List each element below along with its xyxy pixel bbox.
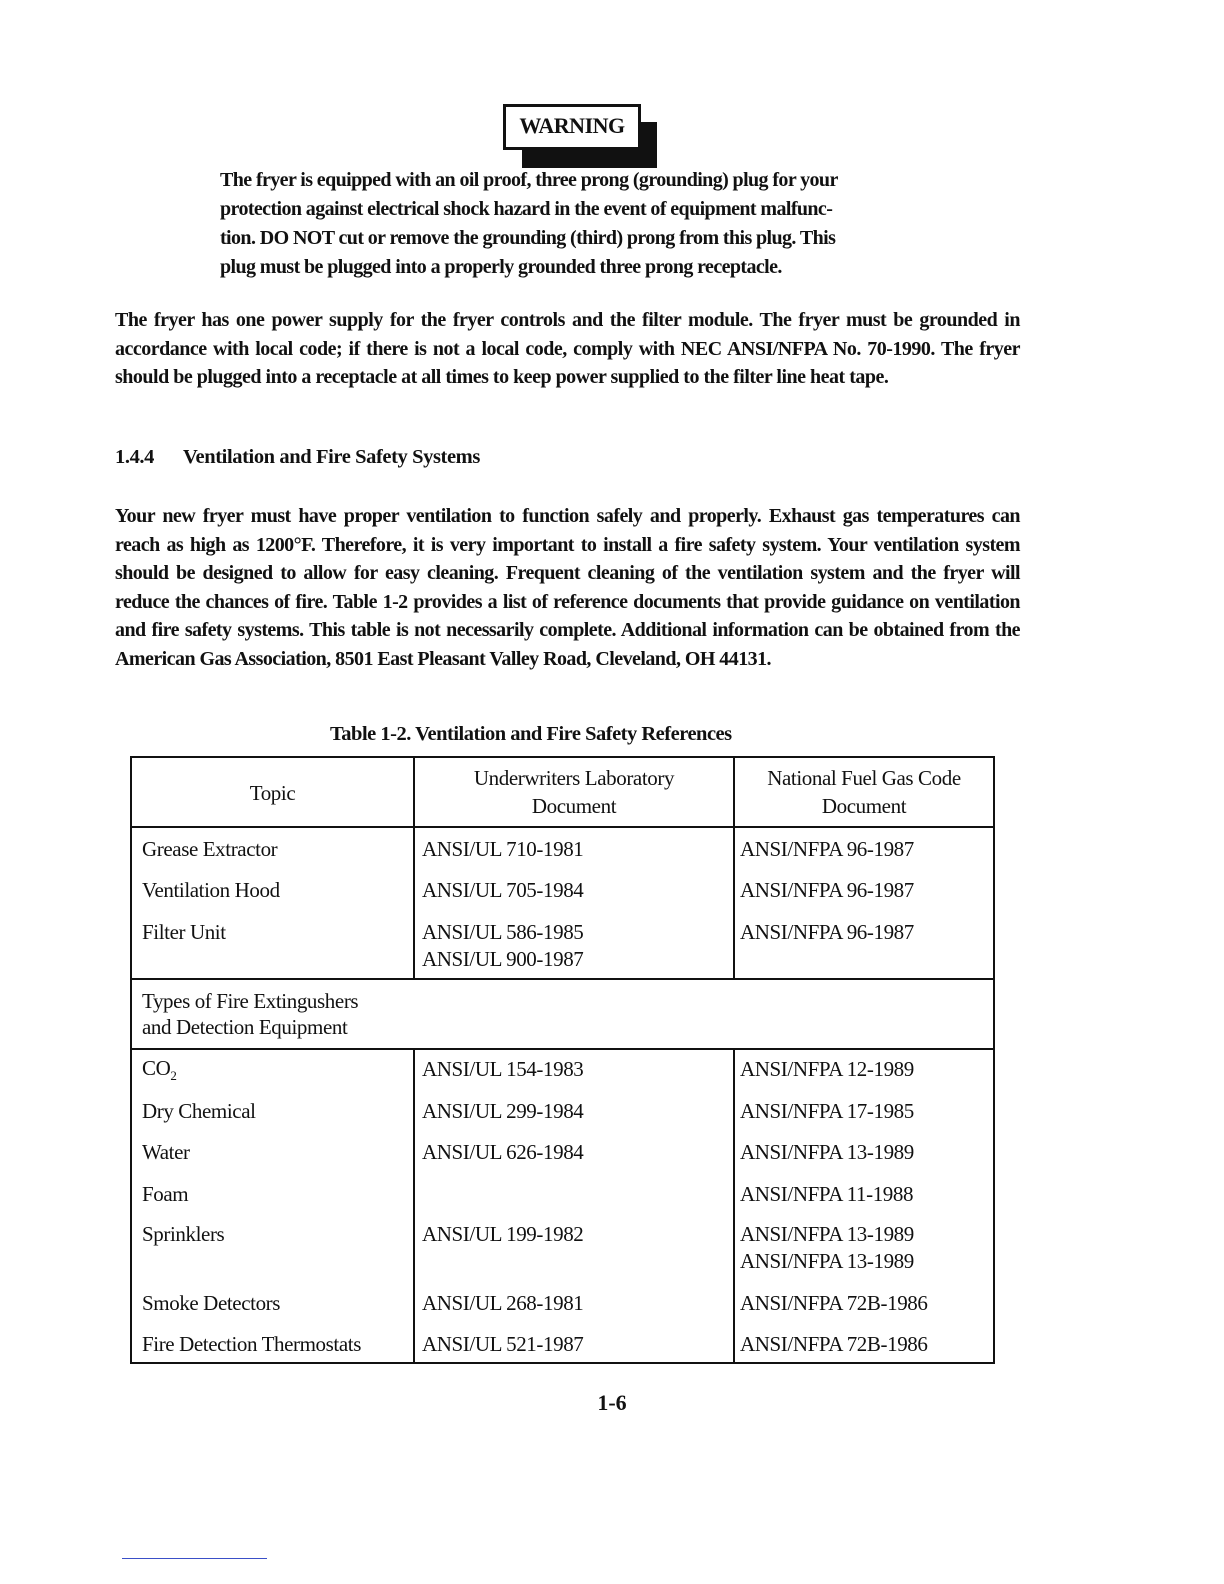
topic-cell: Water	[142, 1140, 190, 1164]
topic-cell: Foam	[142, 1182, 189, 1206]
topic-cell: Sprinklers	[142, 1222, 225, 1246]
extinguisher-header	[142, 988, 358, 1040]
nfgc-cell: ANSI/NFPA 72B-1986	[740, 1332, 928, 1356]
warning-text	[220, 166, 920, 282]
nfgc-cell: ANSI/NFPA 13-1989	[740, 1140, 914, 1164]
nfgc-cell: ANSI/NFPA 72B-1986	[740, 1291, 928, 1315]
header-ul-line: Document	[531, 794, 617, 818]
warning-label: WARNING	[503, 104, 641, 150]
table-divider	[413, 1048, 415, 1364]
nfgc-cell: ANSI/NFPA 13-1989	[740, 1249, 914, 1273]
ul-cell: ANSI/UL 154-1983	[422, 1057, 584, 1081]
ul-cell: ANSI/UL 268-1981	[422, 1291, 584, 1315]
topic-cell: Filter Unit	[142, 920, 226, 944]
topic-cell	[142, 1055, 176, 1089]
power-supply-paragraph: The fryer has one power supply for the fryer controls and the filter module. The fryer must be grounded in accordance with local code; if there is not a local code, comply with NEC ANSI/NFPA No. 70-1990. The fryer should be plugged into a receptacle at all times to keep power supplied to the filter line heat tape.	[115, 309, 1020, 388]
references-table	[130, 756, 995, 1364]
table-divider	[132, 826, 993, 828]
topic-cell: Grease Extractor	[142, 837, 278, 861]
ul-cell: ANSI/UL 705-1984	[422, 878, 584, 902]
warning-line: protection against electrical shock hazard in the event of equipment malfunc-	[220, 198, 833, 220]
header-ul	[415, 764, 733, 820]
warning-line: The fryer is equipped with an oil proof, three prong (grounding) plug for your	[220, 169, 838, 191]
page-number: 1-6	[597, 1390, 627, 1415]
nfgc-cell: ANSI/NFPA 96-1987	[740, 837, 914, 861]
ul-cell: ANSI/UL 900-1987	[422, 947, 584, 971]
header-nfgc-line: National Fuel Gas Code	[767, 766, 961, 790]
extinguisher-header-line: Types of Fire Extingushers	[142, 989, 359, 1013]
co2-label: CO	[142, 1056, 171, 1080]
extinguisher-header-line: and Detection Equipment	[142, 1015, 348, 1039]
warning-line: tion. DO NOT cut or remove the grounding (third) prong from this plug. This	[220, 227, 836, 249]
table-divider	[733, 1048, 735, 1364]
table-divider	[132, 1048, 993, 1050]
table-divider	[132, 978, 993, 980]
section-title: Ventilation and Fire Safety Systems	[183, 446, 480, 468]
ul-cell: ANSI/UL 299-1984	[422, 1099, 584, 1123]
topic-cell: Fire Detection Thermostats	[142, 1332, 361, 1356]
ul-cell: ANSI/UL 199-1982	[422, 1222, 584, 1246]
ul-cell: ANSI/UL 521-1987	[422, 1332, 584, 1356]
warning-line: plug must be plugged into a properly grounded three prong receptacle.	[220, 256, 782, 278]
header-topic: Topic	[249, 781, 296, 805]
nfgc-cell: ANSI/NFPA 96-1987	[740, 920, 914, 944]
section-heading	[115, 446, 480, 469]
header-ul-line: Underwriters Laboratory	[473, 766, 675, 790]
co2-subscript: 2	[170, 1068, 177, 1083]
ul-cell: ANSI/UL 710-1981	[422, 837, 584, 861]
nfgc-cell: ANSI/NFPA 96-1987	[740, 878, 914, 902]
ul-cell: ANSI/UL 586-1985	[422, 920, 584, 944]
nfgc-cell: ANSI/NFPA 12-1989	[740, 1057, 914, 1081]
nfgc-cell: ANSI/NFPA 11-1988	[740, 1182, 914, 1206]
topic-cell: Ventilation Hood	[142, 878, 280, 902]
header-nfgc-line: Document	[821, 794, 907, 818]
nfgc-cell: ANSI/NFPA 17-1985	[740, 1099, 914, 1123]
ul-cell: ANSI/UL 626-1984	[422, 1140, 584, 1164]
topic-cell: Smoke Detectors	[142, 1291, 281, 1315]
table-caption: Table 1-2. Ventilation and Fire Safety References	[330, 723, 732, 745]
section-number: 1.4.4	[115, 446, 155, 468]
topic-cell: Dry Chemical	[142, 1099, 256, 1123]
nfgc-cell: ANSI/NFPA 13-1989	[740, 1222, 914, 1246]
header-nfgc	[735, 764, 993, 820]
footnote-rule	[122, 1558, 267, 1559]
ventilation-paragraph: Your new fryer must have proper ventilation to function safely and properly. Exhaust gas temperatures can reach as high as 1200°F. Therefore, it is very important to install a fire safety system. Your ventilation system should be designed to allow for easy cleaning. Frequent cleaning of the ventilation system and the fryer will reduce the chances of fire. Table 1-2 provides a list of reference documents that provide guidance on ventilation and fire safety systems. This table is not necessarily complete. Additional information can be obtained from the American Gas Association, 8501 East Pleasant Valley Road, Cleveland, OH 44131.	[115, 505, 1020, 670]
